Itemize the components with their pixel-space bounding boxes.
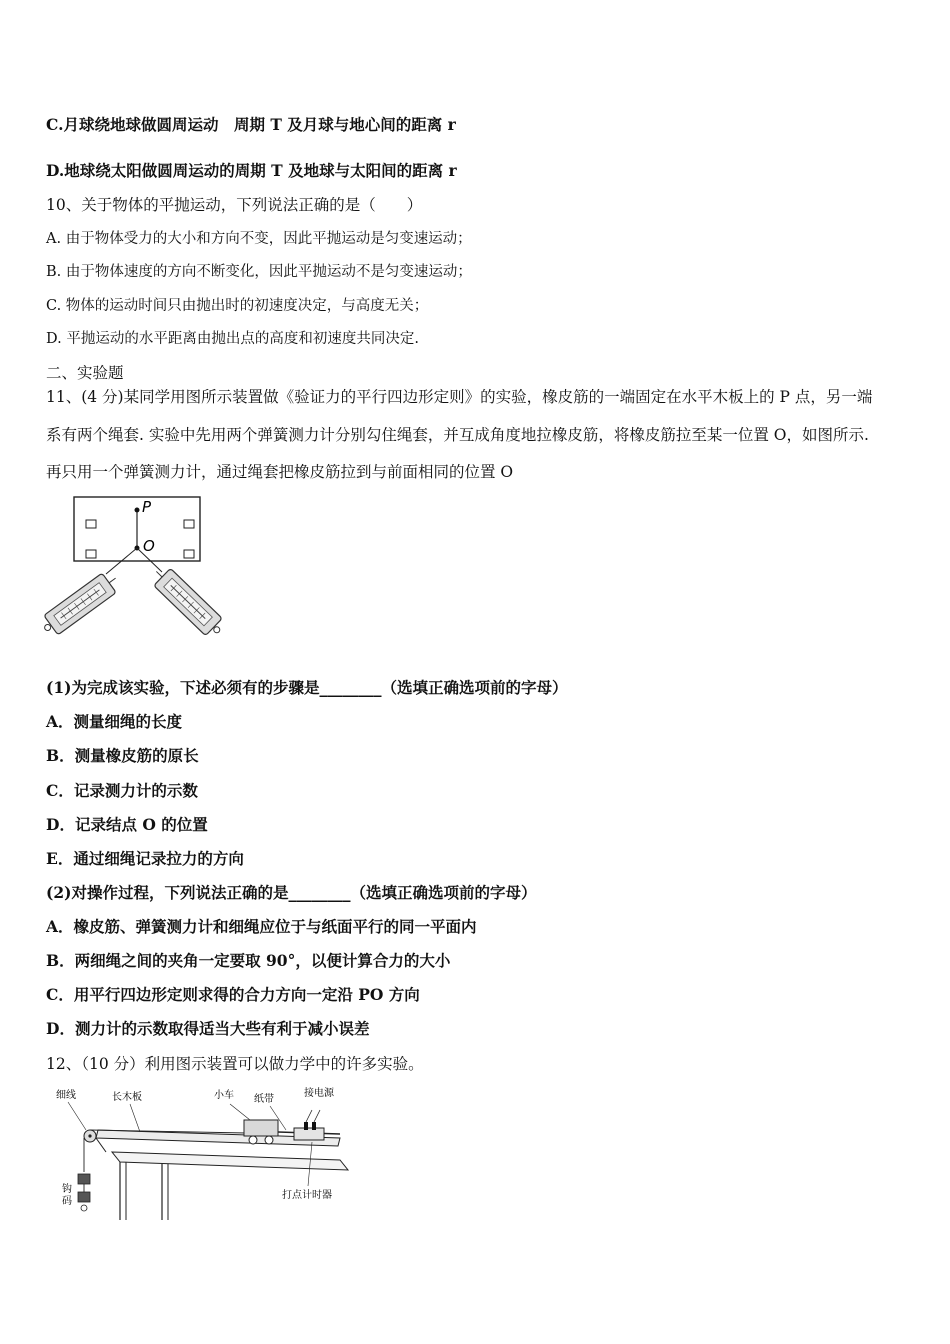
q11-part1-option-d: D．记录结点 O 的位置 <box>46 815 208 834</box>
q11-stem-line-3: 再只用一个弹簧测力计，通过绳套把橡皮筋拉到与前面相同的位置 O <box>46 463 514 481</box>
q11-part1-option-e: E．通过细绳记录拉力的方向 <box>46 849 244 868</box>
q10-option-d: D. 平抛运动的水平距离由抛出点的高度和初速度共同决定. <box>46 331 419 347</box>
q11-part2-option-c: C．用平行四边形定则求得的合力方向一定沿 PO 方向 <box>46 985 420 1004</box>
label-timer: 打点计时器 <box>282 1190 332 1201</box>
q11-stem-line-1: 11、(4 分)某同学用图所示装置做《验证力的平行四边形定则》的实验，橡皮筋的一端固定在水平木板上的 P 点，另一端 <box>46 388 873 406</box>
q12-figure <box>50 1082 360 1227</box>
cart <box>244 1120 278 1136</box>
label-board: 长木板 <box>112 1092 142 1103</box>
spring-scale-left <box>40 568 123 639</box>
q11-part2-stem: (2)对操作过程，下列说法正确的是________（选填正确选项前的字母） <box>46 883 537 902</box>
label-string: 细线 <box>56 1090 76 1101</box>
q10-stem: 10、关于物体的平抛运动，下列说法正确的是（ ） <box>46 196 423 214</box>
label-weight-1: 钩 <box>62 1184 72 1195</box>
q11-part1-stem: (1)为完成该实验，下述必须有的步骤是________（选填正确选项前的字母） <box>46 678 568 697</box>
q11-part1-option-b: B．测量橡皮筋的原长 <box>46 746 199 765</box>
q10-option-a: A. 由于物体受力的大小和方向不变，因此平抛运动是匀变速运动； <box>46 231 472 247</box>
section-title: 二、实验题 <box>46 364 124 382</box>
q11-part2-option-a: A．橡皮筋、弹簧测力计和细绳应位于与纸面平行的同一平面内 <box>46 917 477 936</box>
q11-stem-line-2: 系有两个绳套. 实验中先用两个弹簧测力计分别勾住绳套，并互成角度地拉橡皮筋，将橡皮筋拉至某一位置 O，如图所示. <box>46 426 869 444</box>
hook-weight-1 <box>78 1174 90 1184</box>
label-tape: 纸带 <box>254 1094 274 1105</box>
spark-timer <box>294 1128 324 1140</box>
q11-part1-option-a: A．测量细绳的长度 <box>46 712 183 731</box>
q11-part1-option-c: C．记录测力计的示数 <box>46 781 198 800</box>
label-p: P <box>142 498 152 516</box>
label-o: O <box>143 537 155 555</box>
q9-option-c: C.月球绕地球做圆周运动 周期 T 及月球与地心间的距离 r <box>46 115 456 134</box>
q10-option-c: C. 物体的运动时间只由抛出时的初速度决定，与高度无关； <box>46 298 429 314</box>
point-p-dot <box>135 508 140 513</box>
q11-part2-option-b: B．两细绳之间的夹角一定要取 90°，以便计算合力的大小 <box>46 951 451 970</box>
q12-stem: 12、（10 分）利用图示装置可以做力学中的许多实验。 <box>46 1055 424 1073</box>
table-top <box>112 1152 348 1170</box>
hook-weight-2 <box>78 1192 90 1202</box>
label-power: 接电源 <box>304 1088 334 1099</box>
q10-option-b: B. 由于物体速度的方向不断变化，因此平抛运动不是匀变速运动； <box>46 264 472 280</box>
q11-part2-option-d: D．测力计的示数取得适当大些有利于减小误差 <box>46 1019 370 1038</box>
label-weight-2: 码 <box>62 1196 72 1207</box>
label-cart: 小车 <box>214 1090 234 1101</box>
spring-scale-right <box>148 563 227 641</box>
q11-figure <box>40 492 230 652</box>
q9-option-d: D.地球绕太阳做圆周运动的周期 T 及地球与太阳间的距离 r <box>46 161 457 180</box>
